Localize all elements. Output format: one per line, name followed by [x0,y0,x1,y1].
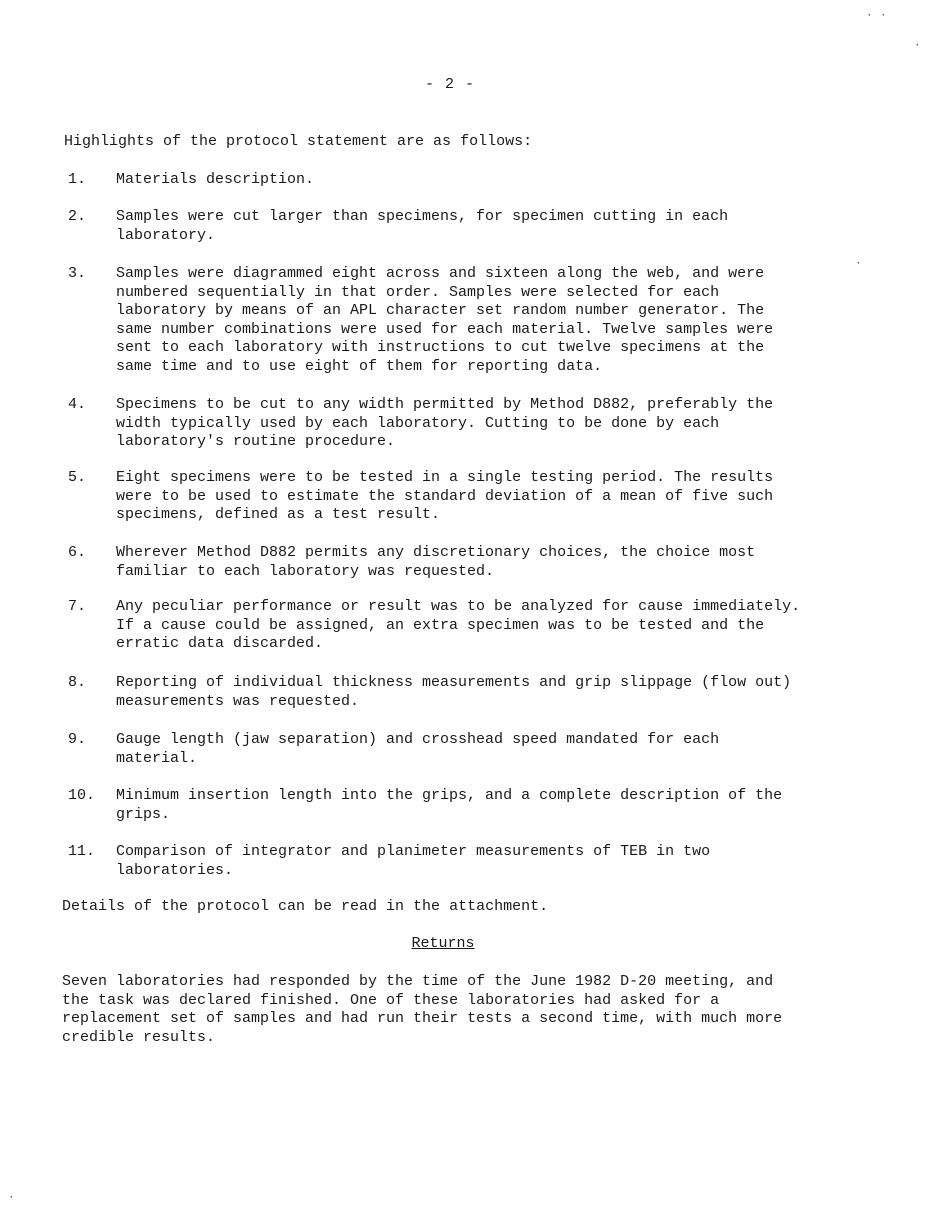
list-item [64,731,844,768]
list-item [64,843,844,880]
list-item-text: Materials description. [116,171,315,188]
list-item-text: Samples were diagrammed eight across and sixteen along the web, and were numbered sequentially in that order. Samples were selected for each laboratory by means of an APL character set random number generator. The same number combinations were used for each material. Twelve samples were sent to each laboratory with instructions to cut twelve specimens at the same time and to use eight of them for reporting data. [116,265,774,375]
list-item [64,396,844,452]
intro-paragraph: Highlights of the protocol statement are as follows: [64,133,533,150]
list-item-text: Any peculiar performance or result was to be analyzed for cause immediately. If a cause could be assigned, an extra specimen was to be tested and the erratic data discarded. [116,598,801,653]
list-item-number: 2. [68,208,87,225]
list-item-text: Wherever Method D882 permits any discretionary choices, the choice most familiar to each laboratory was requested. [116,544,756,580]
scan-speck: · [914,40,921,52]
list-item-text: Minimum insertion length into the grips, and a complete description of the grips. [116,787,783,823]
list-item-text: Samples were cut larger than specimens, for specimen cutting in each laboratory. [116,208,729,244]
scan-speck: · [866,10,873,22]
list-item-text: Comparison of integrator and planimeter measurements of TEB in two laboratories. [116,843,711,879]
list-item [64,171,844,190]
outro-paragraph: Details of the protocol can be read in the attachment. [62,898,549,915]
list-item-number: 9. [68,731,87,748]
list-item-number: 10. [68,787,96,804]
list-item [64,208,844,245]
list-item-text: Eight specimens were to be tested in a single testing period. The results were to be used to estimate the standard deviation of a mean of five such specimens, defined as a test result. [116,469,774,524]
list-item [64,544,844,581]
list-item-text: Gauge length (jaw separation) and crosshead speed mandated for each material. [116,731,720,767]
page-number: - 2 - [424,76,475,93]
list-item [64,598,844,654]
section-heading-text: Returns [411,935,475,952]
list-item-number: 8. [68,674,87,691]
scan-speck: · [880,10,887,22]
list-item-number: 11. [68,843,96,860]
list-item-number: 6. [68,544,87,561]
list-item-number: 5. [68,469,87,486]
list-item-number: 7. [68,598,87,615]
scan-speck: · [8,1192,15,1204]
list-item-number: 4. [68,396,87,413]
list-item [64,265,844,377]
list-item-number: 3. [68,265,87,282]
list-item-text: Specimens to be cut to any width permitted by Method D882, preferably the width typically used by each laboratory. Cutting to be done by each laboratory's routine procedure. [116,396,774,451]
list-item [64,469,844,525]
section-heading [0,935,886,952]
list-item [64,674,844,711]
list-item-number: 1. [68,171,87,188]
scan-speck: · [855,258,862,270]
list-item [64,787,844,824]
list-item-text: Reporting of individual thickness measurements and grip slippage (flow out) measurements was requested. [116,674,792,710]
closing-paragraph: Seven laboratories had responded by the time of the June 1982 D-20 meeting, and the task was declared finished. One of these laboratories had asked for a replacement set of samples and had run their tests a second time, with much more credible results. [62,973,783,1046]
